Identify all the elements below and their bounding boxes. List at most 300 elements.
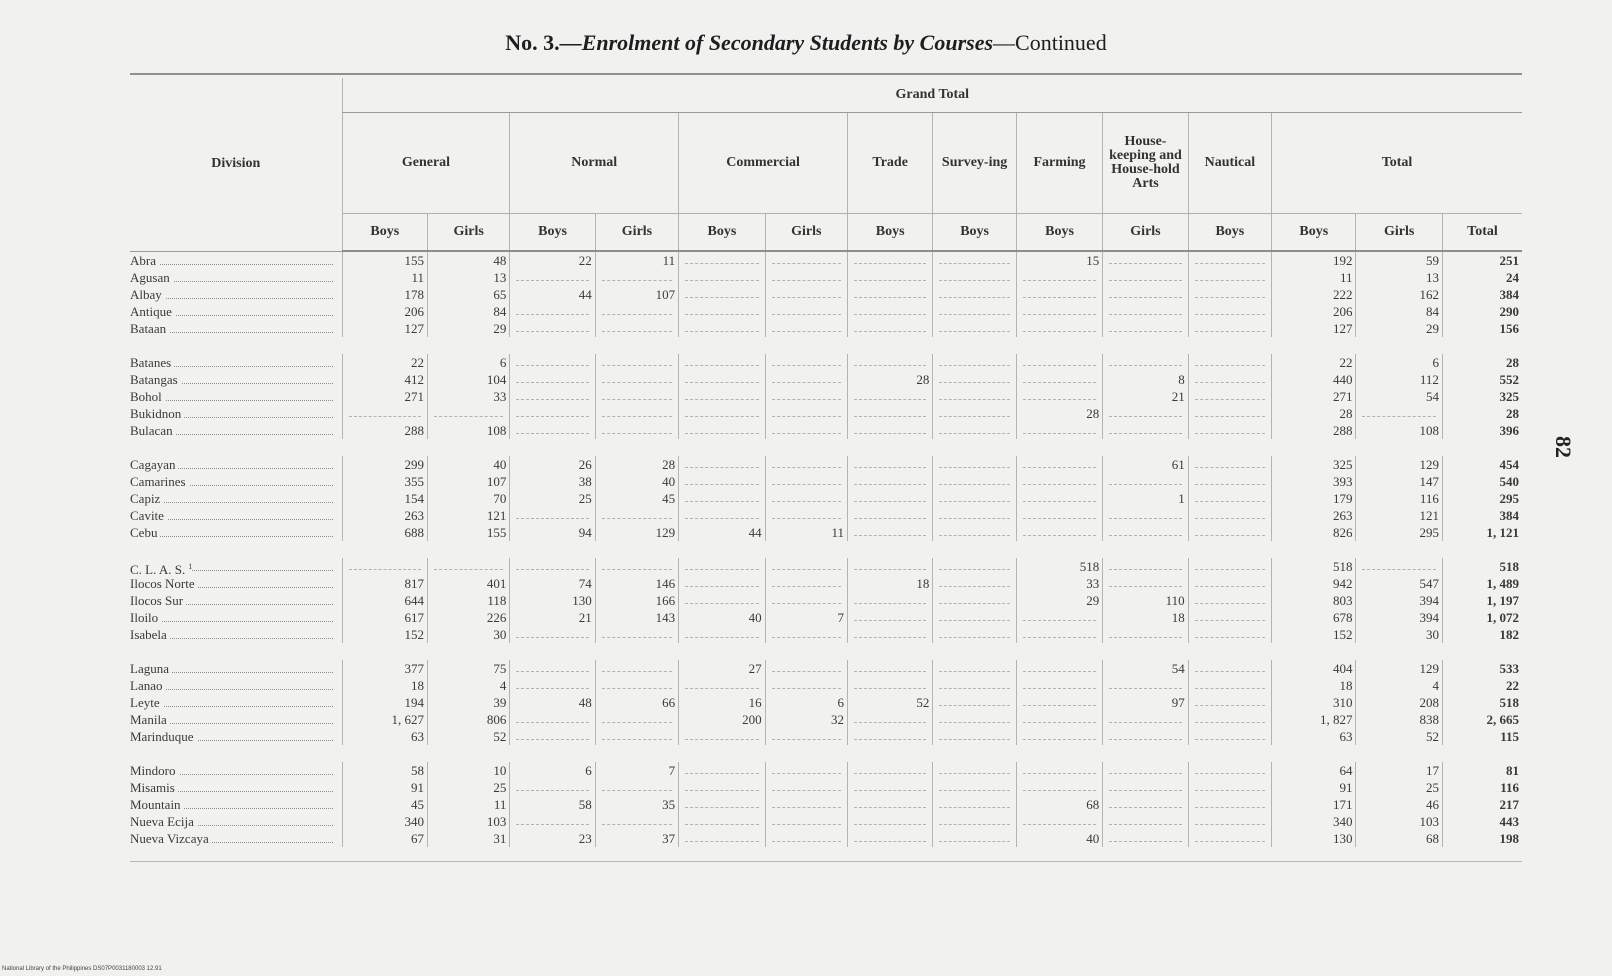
cell: 116 (1356, 490, 1442, 507)
cell (847, 592, 932, 609)
cell (847, 388, 932, 405)
cell: 299 (342, 456, 427, 473)
cell (679, 677, 765, 694)
division-name: Manila (130, 712, 170, 727)
cell (765, 354, 847, 371)
cell: 52 (1356, 728, 1442, 745)
cell: 6 (765, 694, 847, 711)
cell (679, 592, 765, 609)
cell (679, 388, 765, 405)
cell: 44 (679, 524, 765, 541)
cell: 412 (342, 371, 427, 388)
cell (1188, 490, 1271, 507)
cell: 129 (1356, 456, 1442, 473)
cell (1103, 507, 1188, 524)
cell: 208 (1356, 694, 1442, 711)
course-normal: Normal (510, 113, 679, 214)
cell (847, 609, 932, 626)
cell: 66 (595, 694, 678, 711)
cell (765, 762, 847, 779)
cell: 68 (1016, 796, 1102, 813)
cell (1016, 320, 1102, 337)
cell (847, 626, 932, 643)
cell (933, 405, 1016, 422)
cell: 70 (428, 490, 510, 507)
cell (1016, 524, 1102, 541)
cell (765, 626, 847, 643)
cell (1188, 779, 1271, 796)
table-row (130, 626, 1522, 643)
cell (1188, 592, 1271, 609)
cell (1188, 269, 1271, 286)
cell (595, 813, 678, 830)
cell (595, 626, 678, 643)
cell: 552 (1442, 371, 1522, 388)
cell (1103, 320, 1188, 337)
cell (1103, 303, 1188, 320)
cell: 108 (1356, 422, 1442, 439)
cell: 29 (1356, 320, 1442, 337)
cell (595, 388, 678, 405)
cell: 52 (847, 694, 932, 711)
table-row (130, 524, 1522, 541)
cell (679, 320, 765, 337)
division-name: Lanao (130, 678, 165, 693)
cell: 31 (428, 830, 510, 847)
cell (679, 354, 765, 371)
cell (933, 762, 1016, 779)
cell: 44 (510, 286, 595, 303)
cell (933, 660, 1016, 677)
cell (510, 405, 595, 422)
cell (847, 711, 932, 728)
subheader-girls: Girls (1356, 214, 1442, 252)
cell: 28 (847, 371, 932, 388)
cell: 6 (1356, 354, 1442, 371)
cell: 104 (428, 371, 510, 388)
cell (679, 762, 765, 779)
cell: 1, 197 (1442, 592, 1522, 609)
cell (679, 251, 765, 269)
cell (1188, 813, 1271, 830)
cell (933, 796, 1016, 813)
subheader-boys: Boys (1188, 214, 1271, 252)
subheader-girls: Girls (1103, 214, 1188, 252)
cell (510, 303, 595, 320)
division-name: Mountain (130, 797, 184, 812)
cell: 21 (1103, 388, 1188, 405)
cell: 817 (342, 575, 427, 592)
cell (847, 473, 932, 490)
division-name: Antique (130, 304, 175, 319)
cell (765, 388, 847, 405)
subheader-total: Total (1442, 214, 1522, 252)
cell (933, 303, 1016, 320)
cell: 394 (1356, 592, 1442, 609)
cell: 40 (679, 609, 765, 626)
cell (1103, 575, 1188, 592)
cell: 288 (342, 422, 427, 439)
cell (510, 711, 595, 728)
cell: 38 (510, 473, 595, 490)
cell: 325 (1272, 456, 1356, 473)
cell (1016, 626, 1102, 643)
cell (933, 507, 1016, 524)
cell: 54 (1103, 660, 1188, 677)
cell (1356, 558, 1442, 575)
cell: 1, 072 (1442, 609, 1522, 626)
cell (510, 388, 595, 405)
cell: 26 (510, 456, 595, 473)
cell: 22 (1272, 354, 1356, 371)
cell (933, 524, 1016, 541)
cell (1188, 558, 1271, 575)
cell: 130 (510, 592, 595, 609)
cell: 48 (510, 694, 595, 711)
cell (933, 694, 1016, 711)
cell: 30 (1356, 626, 1442, 643)
cell (847, 728, 932, 745)
cell: 108 (428, 422, 510, 439)
cell: 129 (595, 524, 678, 541)
cell (847, 269, 932, 286)
cell: 35 (595, 796, 678, 813)
cell: 325 (1442, 388, 1522, 405)
cell: 33 (428, 388, 510, 405)
cell (1188, 473, 1271, 490)
cell (1188, 694, 1271, 711)
cell (765, 286, 847, 303)
cell: 91 (342, 779, 427, 796)
cell (765, 677, 847, 694)
division-name: Cagayan (130, 457, 178, 472)
cell (1188, 677, 1271, 694)
cell (1103, 269, 1188, 286)
division-name: Cavite (130, 508, 167, 523)
cell (765, 320, 847, 337)
cell: 1, 627 (342, 711, 427, 728)
cell (933, 558, 1016, 575)
cell (847, 354, 932, 371)
table-row (130, 728, 1522, 745)
cell: 121 (428, 507, 510, 524)
cell (847, 286, 932, 303)
cell (847, 762, 932, 779)
cell: 48 (428, 251, 510, 269)
table-row (130, 558, 1522, 575)
cell: 13 (1356, 269, 1442, 286)
cell (1103, 405, 1188, 422)
cell: 25 (1356, 779, 1442, 796)
cell (510, 660, 595, 677)
cell (679, 286, 765, 303)
course-commercial: Commercial (679, 113, 848, 214)
cell (765, 473, 847, 490)
division-name: Iloilo (130, 610, 161, 625)
cell (510, 354, 595, 371)
division-name: Nueva Vizcaya (130, 831, 212, 846)
enrolment-table (130, 78, 1522, 847)
table-row (130, 592, 1522, 609)
cell (595, 422, 678, 439)
cell: 154 (342, 490, 427, 507)
cell (595, 507, 678, 524)
cell (595, 677, 678, 694)
cell: 217 (1442, 796, 1522, 813)
cell: 25 (428, 779, 510, 796)
cell: 112 (1356, 371, 1442, 388)
cell: 8 (1103, 371, 1188, 388)
table-row (130, 762, 1522, 779)
table-row (130, 269, 1522, 286)
page-number: 82 (1551, 436, 1576, 458)
cell: 45 (595, 490, 678, 507)
cell (933, 677, 1016, 694)
cell: 22 (342, 354, 427, 371)
cell (933, 779, 1016, 796)
table-row (130, 388, 1522, 405)
cell (847, 405, 932, 422)
cell (933, 728, 1016, 745)
course-farming: Farming (1016, 113, 1102, 214)
cell: 533 (1442, 660, 1522, 677)
cell (342, 405, 427, 422)
cell (1016, 388, 1102, 405)
cell: 200 (679, 711, 765, 728)
cell: 226 (428, 609, 510, 626)
division-name: Bohol (130, 389, 165, 404)
cell: 355 (342, 473, 427, 490)
cell (679, 456, 765, 473)
cell: 28 (1442, 354, 1522, 371)
cell (428, 558, 510, 575)
cell: 518 (1442, 558, 1522, 575)
cell (847, 558, 932, 575)
cell (847, 507, 932, 524)
cell: 1, 489 (1442, 575, 1522, 592)
cell (1103, 524, 1188, 541)
cell (933, 320, 1016, 337)
cell: 54 (1356, 388, 1442, 405)
cell: 18 (342, 677, 427, 694)
cell: 67 (342, 830, 427, 847)
cell (595, 728, 678, 745)
table-row (130, 354, 1522, 371)
cell (679, 473, 765, 490)
cell (933, 813, 1016, 830)
cell: 59 (1356, 251, 1442, 269)
cell: 23 (510, 830, 595, 847)
cell: 156 (1442, 320, 1522, 337)
cell: 58 (510, 796, 595, 813)
cell (595, 558, 678, 575)
cell (765, 830, 847, 847)
cell (933, 711, 1016, 728)
cell (595, 320, 678, 337)
cell (1188, 762, 1271, 779)
cell: 63 (1272, 728, 1356, 745)
cell (679, 490, 765, 507)
cell (1188, 728, 1271, 745)
cell (510, 422, 595, 439)
cell: 147 (1356, 473, 1442, 490)
cell (847, 456, 932, 473)
division-name: Isabela (130, 627, 170, 642)
cell (1103, 354, 1188, 371)
cell (1188, 524, 1271, 541)
cell: 518 (1016, 558, 1102, 575)
cell: 803 (1272, 592, 1356, 609)
table-row (130, 609, 1522, 626)
table-row (130, 660, 1522, 677)
cell (933, 473, 1016, 490)
cell (1188, 456, 1271, 473)
cell: 127 (342, 320, 427, 337)
subheader-boys: Boys (510, 214, 595, 252)
cell (1103, 422, 1188, 439)
cell: 52 (428, 728, 510, 745)
cell: 29 (428, 320, 510, 337)
division-name: Cebu (130, 525, 160, 540)
cell: 10 (428, 762, 510, 779)
cell (1188, 286, 1271, 303)
cell (1188, 626, 1271, 643)
cell: 394 (1356, 609, 1442, 626)
cell: 166 (595, 592, 678, 609)
bottom-rule (130, 861, 1522, 862)
cell: 7 (595, 762, 678, 779)
division-name: Marinduque (130, 729, 197, 744)
cell: 271 (342, 388, 427, 405)
cell (933, 830, 1016, 847)
cell: 75 (428, 660, 510, 677)
cell (765, 422, 847, 439)
division-name: Camarines (130, 474, 189, 489)
cell: 33 (1016, 575, 1102, 592)
cell (1188, 371, 1271, 388)
cell (765, 558, 847, 575)
cell (1103, 779, 1188, 796)
cell (1016, 473, 1102, 490)
cell: 11 (1272, 269, 1356, 286)
cell: 94 (510, 524, 595, 541)
cell (765, 779, 847, 796)
table-row (130, 575, 1522, 592)
cell (1356, 405, 1442, 422)
table-row (130, 303, 1522, 320)
cell: 146 (595, 575, 678, 592)
division-name: Bulacan (130, 423, 176, 438)
cell (1188, 575, 1271, 592)
cell (1016, 762, 1102, 779)
cell (1016, 422, 1102, 439)
cell: 103 (1356, 813, 1442, 830)
cell: 13 (428, 269, 510, 286)
cell: 155 (428, 524, 510, 541)
table-row (130, 677, 1522, 694)
cell (933, 269, 1016, 286)
division-name: Ilocos Norte (130, 576, 198, 591)
cell (765, 251, 847, 269)
cell (1188, 507, 1271, 524)
cell: 942 (1272, 575, 1356, 592)
cell (595, 779, 678, 796)
cell: 121 (1356, 507, 1442, 524)
cell: 103 (428, 813, 510, 830)
cell (595, 303, 678, 320)
course-total: Total (1272, 113, 1522, 214)
cell: 152 (342, 626, 427, 643)
cell (765, 660, 847, 677)
cell (847, 524, 932, 541)
cell (765, 269, 847, 286)
cell (510, 320, 595, 337)
cell (1188, 711, 1271, 728)
cell: 15 (1016, 251, 1102, 269)
cell: 107 (428, 473, 510, 490)
cell: 206 (342, 303, 427, 320)
cell (679, 269, 765, 286)
cell (1016, 269, 1102, 286)
table-row (130, 694, 1522, 711)
cell: 27 (679, 660, 765, 677)
cell: 295 (1442, 490, 1522, 507)
cell (428, 405, 510, 422)
cell (1188, 251, 1271, 269)
cell: 116 (1442, 779, 1522, 796)
cell (1188, 388, 1271, 405)
cell (1103, 677, 1188, 694)
subheader-boys: Boys (933, 214, 1016, 252)
cell: 152 (1272, 626, 1356, 643)
division-name: Nueva Ecija (130, 814, 197, 829)
course-general: General (342, 113, 510, 214)
cell (933, 422, 1016, 439)
cell (847, 490, 932, 507)
cell (1016, 694, 1102, 711)
subheader-boys: Boys (679, 214, 765, 252)
cell (510, 728, 595, 745)
cell: 40 (428, 456, 510, 473)
division-name: C. L. A. S. (130, 562, 188, 575)
cell: 28 (595, 456, 678, 473)
cell: 22 (1442, 677, 1522, 694)
cell: 295 (1356, 524, 1442, 541)
cell: 547 (1356, 575, 1442, 592)
cell (765, 303, 847, 320)
cell (933, 626, 1016, 643)
cell (1103, 286, 1188, 303)
division-name: Batangas (130, 372, 181, 387)
cell: 263 (342, 507, 427, 524)
division-name: Laguna (130, 661, 172, 676)
cell: 110 (1103, 592, 1188, 609)
cell (765, 371, 847, 388)
cell (1016, 677, 1102, 694)
cell (1016, 813, 1102, 830)
cell (765, 728, 847, 745)
cell: 384 (1442, 507, 1522, 524)
cell (765, 796, 847, 813)
cell: 806 (428, 711, 510, 728)
cell: 404 (1272, 660, 1356, 677)
cell (1103, 558, 1188, 575)
cell: 118 (428, 592, 510, 609)
cell (933, 371, 1016, 388)
cell (847, 251, 932, 269)
cell (847, 779, 932, 796)
division-name: Albay (130, 287, 165, 302)
